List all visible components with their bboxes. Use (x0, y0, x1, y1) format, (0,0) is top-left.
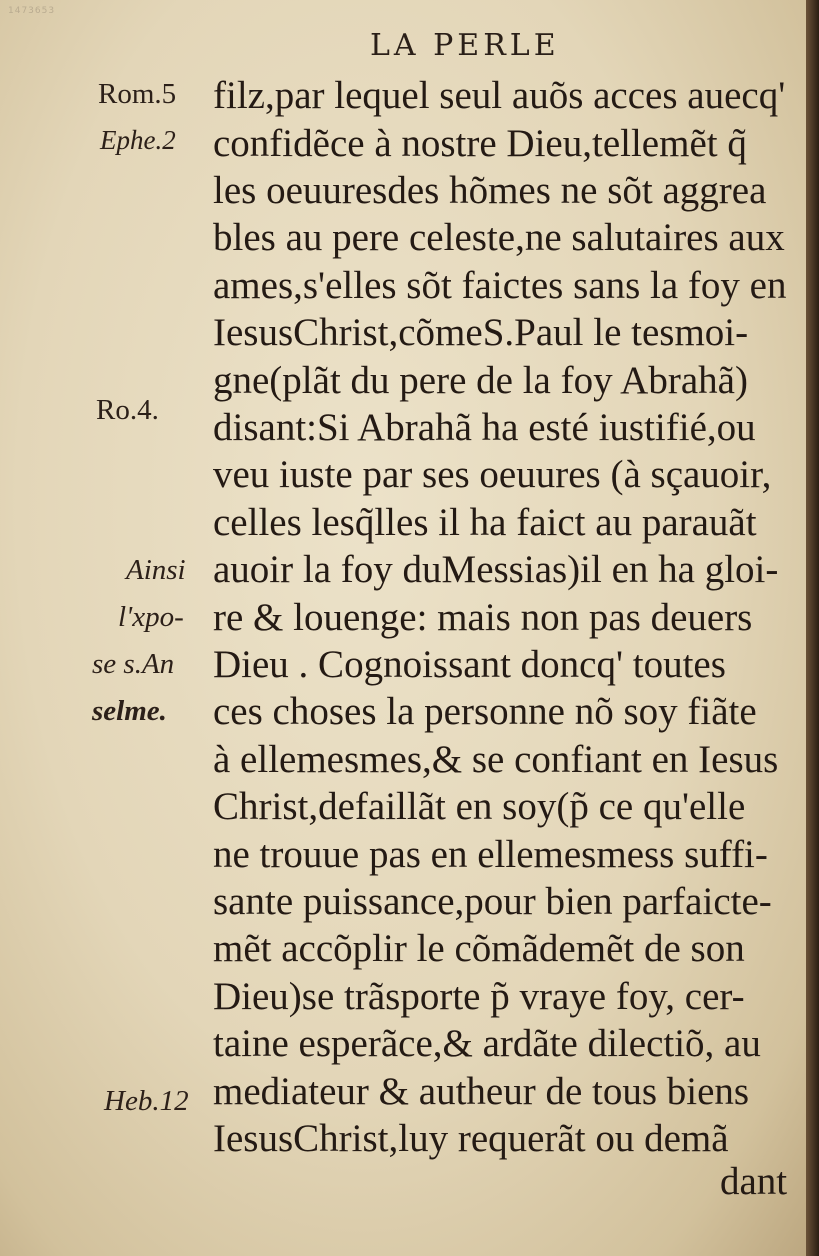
margin-note-ro4: Ro.4. (96, 394, 159, 426)
text-line: IesusChrist,luy requerãt ou demã (213, 1117, 729, 1160)
library-stamp-number: 1473653 (8, 6, 56, 16)
text-line: filz,par lequel seul auõs acces auecq' (213, 74, 786, 117)
text-line: Dieu)se trãsporte p̃ vraye foy, cer- (213, 975, 745, 1018)
text-line: auoir la foy duMessias)il en ha gloi- (213, 548, 779, 591)
text-line: taine esperãce,& ardãte dilectiõ, au (213, 1022, 761, 1065)
text-line: ne trouue pas en ellemesmess suffi- (213, 833, 768, 876)
running-head: LA PERLE (370, 28, 560, 63)
text-line: re & louenge: mais non pas deuers (213, 596, 753, 639)
text-line: les oeuuresdes hõmes ne sõt aggrea (213, 169, 767, 212)
text-line: veu iuste par ses oeuures (à sçauoir, (213, 453, 772, 496)
margin-note-ainsi: Ainsi (126, 554, 186, 586)
margin-note-lxpo: l'xpo- (118, 601, 184, 633)
text-line: sante puissance,pour bien parfaicte- (213, 880, 772, 923)
margin-note-selme: selme. (92, 695, 167, 727)
text-line: mediateur & autheur de tous biens (213, 1070, 750, 1113)
catchword: dant (720, 1160, 788, 1203)
text-line: bles au pere celeste,ne salutaires aux (213, 216, 785, 259)
text-line: gne(plãt du pere de la foy Abrahã) (213, 359, 748, 402)
text-line: Christ,defaillãt en soy(p̃ ce qu'elle (213, 785, 746, 828)
text-line: Dieu . Cognoissant doncq' toutes (213, 643, 726, 686)
text-line: disant:Si Abrahã ha esté iustifié,ou (213, 406, 756, 449)
text-line: à ellemesmes,& se confiant en Iesus (213, 738, 779, 781)
text-line: mẽt accõplir le cõmãdemẽt de son (213, 927, 745, 970)
text-line: confidẽce à nostre Dieu,tellemẽt q̃ (213, 122, 747, 165)
text-line: ames,s'elles sõt faictes sans la foy en (213, 264, 787, 307)
book-edge (806, 0, 819, 1256)
margin-note-heb12: Heb.12 (104, 1085, 189, 1117)
margin-note-se-san: se s.An (92, 648, 175, 680)
margin-note-ephe2: Ephe.2 (100, 125, 176, 155)
margin-note-rom5: Rom.5 (98, 78, 177, 110)
text-line: celles lesq̃lles il ha faict au parauãt (213, 501, 757, 544)
text-line: IesusChrist,cõmeS.Paul le tesmoi- (213, 311, 749, 354)
text-line: ces choses la personne nõ soy fiãte (213, 690, 757, 733)
